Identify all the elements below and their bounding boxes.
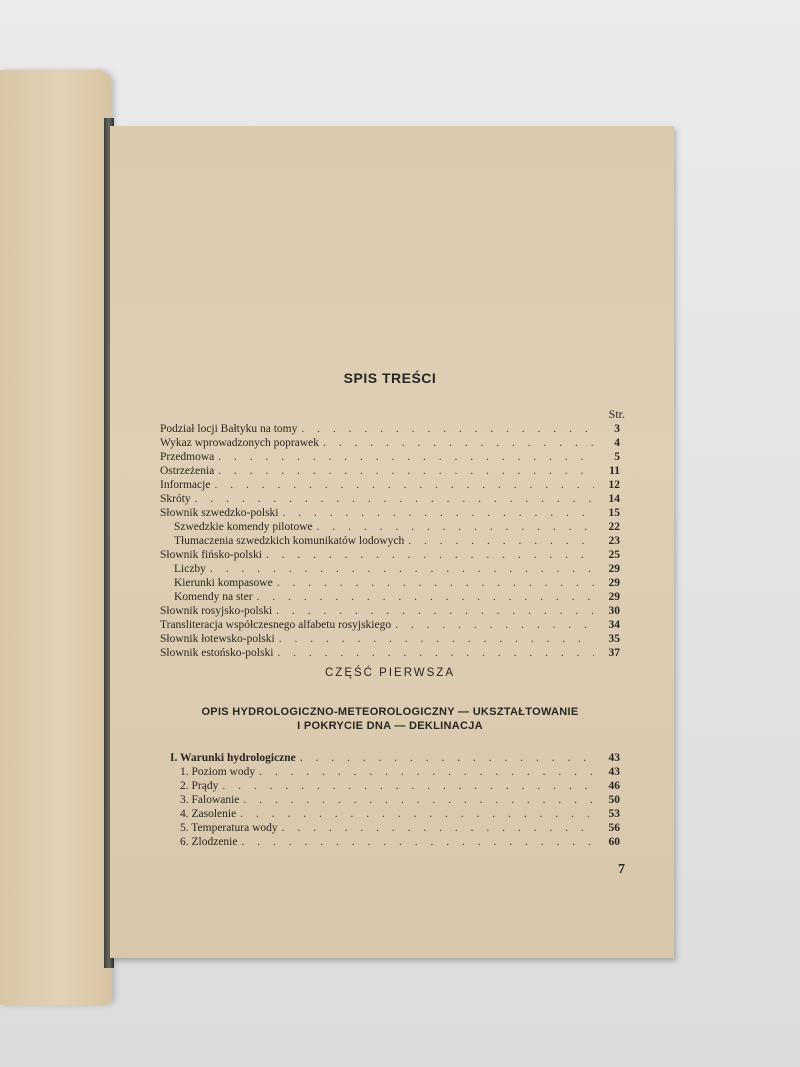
- toc-entry-label: Wykaz wprowadzonych poprawek: [160, 437, 319, 449]
- toc-entry-page: 4: [614, 437, 620, 449]
- toc-entry-label: Skróty: [160, 493, 191, 505]
- toc-entry-page: 29: [608, 591, 620, 603]
- toc-row: [170, 821, 620, 835]
- toc-entry-page: 15: [608, 507, 620, 519]
- toc-entry-page: 60: [608, 836, 620, 848]
- toc-entry-page: 34: [608, 619, 620, 631]
- toc-row: [160, 478, 620, 492]
- toc-row: [170, 765, 620, 779]
- toc-row: [160, 422, 620, 436]
- toc-row: [170, 751, 620, 765]
- toc-entry-page: 25: [608, 549, 620, 561]
- toc-entry-label: Przedmowa: [160, 451, 215, 463]
- toc-entry-label: Słownik łotewsko-polski: [160, 633, 275, 645]
- page-column-label: Str.: [608, 407, 625, 421]
- toc-row: [160, 562, 620, 576]
- page-number: 7: [618, 862, 625, 877]
- toc-entry-page: 14: [608, 493, 620, 505]
- toc-row: [160, 520, 620, 534]
- toc-row: [160, 464, 620, 478]
- toc-entry-page: 23: [608, 535, 620, 547]
- toc-row: [160, 450, 620, 464]
- toc-entry-label: Komendy na ster: [174, 591, 253, 603]
- toc-entry-label: Transliteracja współczesnego alfabetu rosyjskiego: [160, 619, 392, 631]
- toc-entry-page: 30: [608, 605, 620, 617]
- toc-row: [160, 436, 620, 450]
- toc-row: [160, 590, 620, 604]
- toc-entry-label: 2. Prądy: [180, 780, 219, 792]
- toc-entry-label: Słownik estońsko-polski: [160, 647, 274, 659]
- toc-row: [160, 646, 620, 660]
- left-page: [0, 70, 112, 1005]
- toc-row: [170, 835, 620, 849]
- book-page: [110, 126, 674, 958]
- toc-entry-label: Liczby: [174, 563, 206, 575]
- toc-entry-page: 35: [608, 633, 620, 645]
- section-heading-line: OPIS HYDROLOGICZNO-METEOROLOGICZNY — UKSZTAŁTOWANIE: [201, 706, 579, 718]
- toc-row: [160, 604, 620, 618]
- toc-entry-label: 1. Poziom wody: [180, 766, 256, 778]
- toc-entry-label: 5. Temperatura wody: [180, 822, 278, 834]
- toc-entry-label: 4. Zasolenie: [180, 808, 237, 820]
- toc-entry-label: Szwedzkie komendy pilotowe: [174, 521, 313, 533]
- toc-entry-page: 12: [608, 479, 620, 491]
- toc-entry-page: 3: [614, 423, 620, 435]
- section-heading: [160, 705, 620, 733]
- toc-entry-page: 43: [608, 766, 620, 778]
- toc-entry-page: 56: [608, 822, 620, 834]
- toc-entry-page: 50: [608, 794, 620, 806]
- toc-entry-label: Informacje: [160, 479, 211, 491]
- toc-entry-page: 53: [608, 808, 620, 820]
- toc-list: [160, 422, 620, 660]
- toc-entry-label: Kierunki kompasowe: [174, 577, 273, 589]
- toc-entry-page: 22: [608, 521, 620, 533]
- toc-entry-page: 46: [608, 780, 620, 792]
- toc-entry-label: 6. Zlodzenie: [180, 836, 238, 848]
- toc-row: [160, 618, 620, 632]
- toc-entry-label: Tłumaczenia szwedzkich komunikatów lodowych: [174, 535, 405, 547]
- toc-row: [160, 632, 620, 646]
- toc-entry-page: 29: [608, 563, 620, 575]
- toc-row: [160, 576, 620, 590]
- section-heading-line: I POKRYCIE DNA — DEKLINACJA: [297, 720, 483, 732]
- toc-title: SPIS TREŚCI: [343, 370, 437, 386]
- toc-entry-page: 11: [609, 465, 620, 477]
- toc-entry-page: 5: [614, 451, 620, 463]
- toc-row: [160, 492, 620, 506]
- toc-entry-label: Podział locji Bałtyku na tomy: [160, 423, 298, 435]
- toc-entry-label: Słownik fińsko-polski: [160, 549, 262, 561]
- toc-row: [170, 807, 620, 821]
- toc-entry-label: Słownik szwedzko-polski: [160, 507, 279, 519]
- toc-entry-label: Słownik rosyjsko-polski: [160, 605, 273, 617]
- toc-entry-label: Ostrzeżenia: [160, 465, 215, 477]
- toc-entry-page: 29: [608, 577, 620, 589]
- toc-row: [170, 779, 620, 793]
- toc-row: [160, 548, 620, 562]
- toc-row: [170, 793, 620, 807]
- toc-entry-label: 3. Falowanie: [180, 794, 240, 806]
- part-toc-list: [170, 751, 620, 849]
- toc-row: [160, 506, 620, 520]
- toc-entry-page: 37: [608, 647, 620, 659]
- part-heading: CZĘŚĆ PIERWSZA: [324, 667, 456, 679]
- toc-entry-page: 43: [608, 752, 620, 764]
- toc-entry-label: I. Warunki hydrologiczne: [170, 752, 296, 764]
- toc-row: [160, 534, 620, 548]
